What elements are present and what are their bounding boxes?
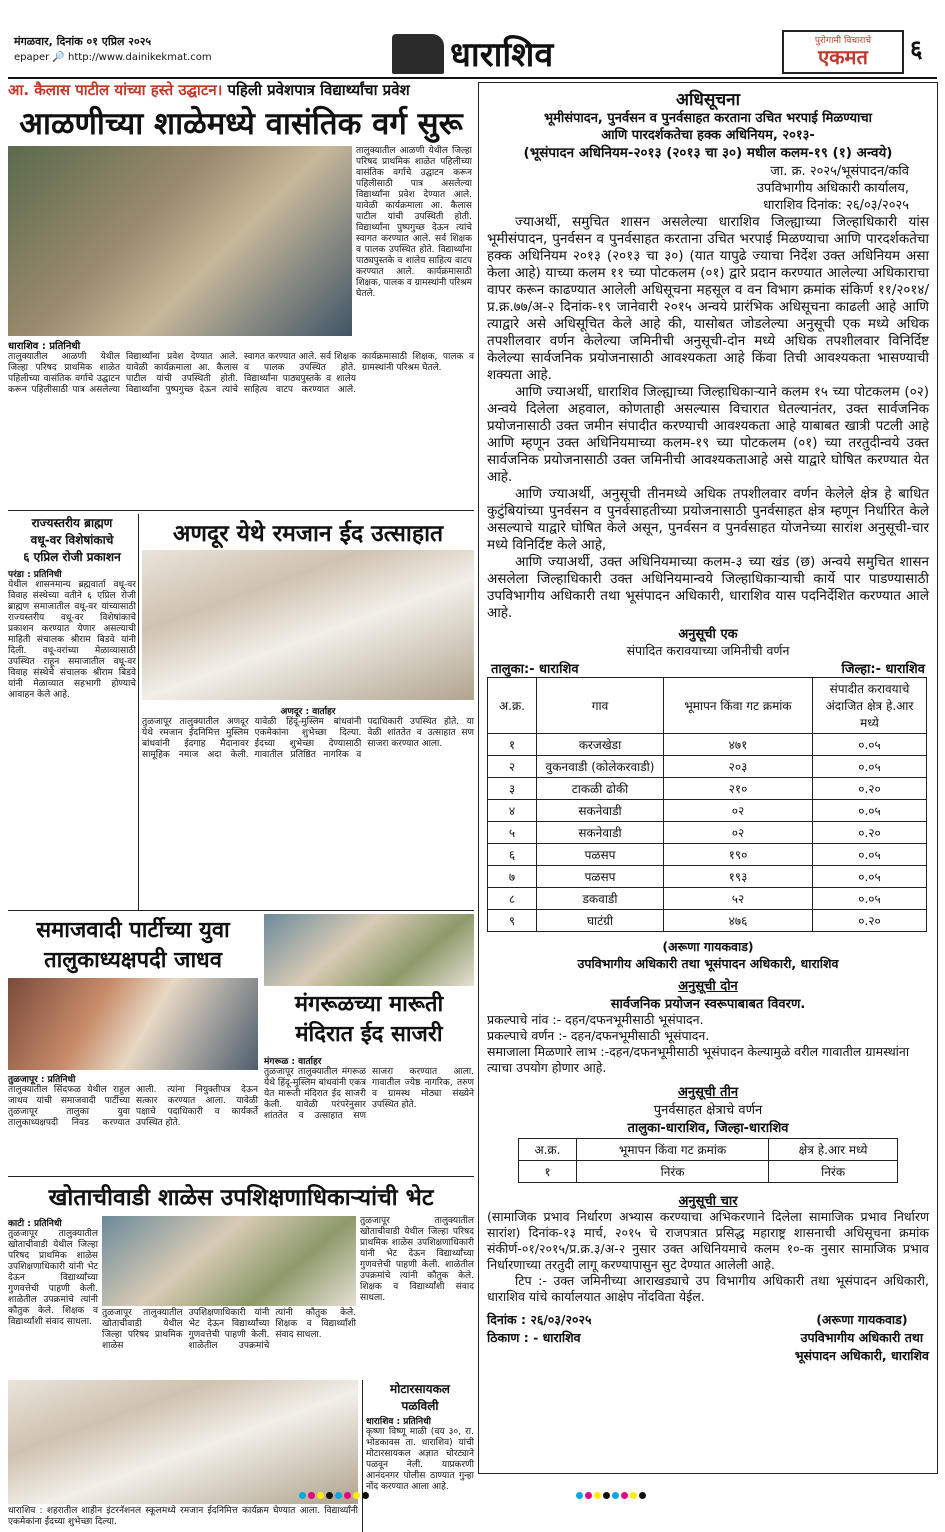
table-row bbox=[488, 822, 927, 844]
divider bbox=[8, 910, 474, 911]
photo-school-event bbox=[8, 146, 352, 336]
headline-line-2: मंदिरात ईद साजरी bbox=[295, 1022, 443, 1047]
epaper-link[interactable]: epaper 🔎 http://www.dainikekmat.com bbox=[14, 52, 212, 63]
table-cell: डकवाडी bbox=[537, 888, 664, 910]
header-rule bbox=[8, 77, 937, 79]
table-cell: १९० bbox=[664, 844, 813, 866]
article-kicker bbox=[8, 80, 474, 102]
signature-name: (अरूणा गायकवाड) bbox=[816, 1312, 908, 1327]
article-text: तालुक्यातील आळणी येथील जिल्हा परिषद प्राथमिक शाळेत पहिलीच्या वासंतिक वर्गाचे उद्घाटन करून पहिलीसाठी पात्र असलेल्या विद्यार्थ्यांना प्रवेश देण्यात आले. यावेळी कार्यक्रमाला आ. कैलास पाटील यांची उपस्थिती होती. विद्यार्थ्यांना पुष्पगुच्छ देऊन त्यांचे स्वागत करण्यात आले. सर्व शिक्षक व पालक उपस्थित होते. विद्यार्थ्यांना पाठ्यपुस्तके व शालेय साहित्य वाटप करण्यात आले. कार्यक्रमासाठी शिक्षक, पालक व ग्रामस्थांनी परिश्रम घेतले. bbox=[8, 352, 474, 395]
table-cell: टाकळी ढोकी bbox=[537, 778, 664, 800]
schedule-4-title: अनुसूची चार bbox=[678, 1194, 738, 1209]
brief-motorcycle bbox=[362, 1380, 474, 1532]
masthead-tagline: पुरोगामी विचाराचे bbox=[814, 36, 872, 46]
photo-mangrul bbox=[264, 914, 474, 986]
notice-place: ठिकाण : - धाराशिव bbox=[487, 1330, 581, 1345]
notice-subtitle-1: भूमीसंपादन, पुनर्वसन व पुनर्वसाहत करताना उचित भरपाई मिळण्याचा bbox=[543, 111, 873, 126]
byline: धाराशिव : प्रतिनिधी bbox=[366, 1417, 431, 1427]
notice-subtitle-2: आणि पारदर्शकतेचा हक्क अधिनियम, २०१३- bbox=[601, 128, 815, 143]
divider bbox=[8, 510, 474, 511]
article-text: तुळजापूर तालुक्यातील अणदूर येथे रमजान ईदनिमित्त मुस्लिम बांधवांनी ईदगाह मैदानावर सामूहिक नमाज अदा केली. यावेळी हिंदू-मुस्लिम बांधवांनी एकमेकांना शुभेच्छा दिल्या. ईदच्या शुभेच्छा देण्यासाठी गावातील प्रतिष्ठित नागरिक व पदाधिकारी उपस्थित होते. या वेळी शांततेत व उत्साहात सण साजरा करण्यात आला. bbox=[142, 717, 474, 760]
table-cell: १९३ bbox=[664, 866, 813, 888]
table-cell: २१० bbox=[664, 778, 813, 800]
article-text: तुळजापूर तालुक्यातील खोताचीवाडी येथील जिल्हा परिषद प्राथमिक शाळेस उपशिक्षणाधिकारी यांनी भेट देऊन विद्यार्थ्यांच्या गुणवत्तेची पाहणी केली. शाळेतील उपक्रमांचे त्यांनी कौतुक केले. शिक्षक व विद्यार्थ्यांशी संवाद साधला. bbox=[8, 1229, 98, 1327]
table-cell: ०२ bbox=[664, 822, 813, 844]
table-row bbox=[488, 844, 927, 866]
table-cell: घाटंग्री bbox=[537, 910, 664, 932]
byline: परंडा : प्रतिनिधी bbox=[8, 570, 62, 580]
notice-para-3: आणि ज्याअर्थी, अनुसूची तीनमध्ये अधिक तपशीलवार वर्णन केलेले क्षेत्र हे बाधित कुटुंबियांच्या पुनर्वसन व पुनर्वसाहतीच्या प्रयोजनासाठी पुनर्वसाहत क्षेत्र म्हणून निर्धारित केले असल्याचे याद्वारे घोषित केले असून, पुनर्वसन व पुनर्वसाहत योजनेच्या सारांश अनुसूची-चार मध्ये विनिर्दिष्ट केले आहे, bbox=[487, 486, 929, 553]
table-cell: २०३ bbox=[664, 756, 813, 778]
signature-title-2: भूसंपादन अधिकारी, धाराशिव bbox=[794, 1348, 929, 1363]
schedule-3-subtitle-1: पुनर्वसाहत क्षेत्राचे वर्णन bbox=[653, 1103, 763, 1118]
article-text: तुळजापूर तालुक्यातील खोताचीवाडी येथील जिल्हा परिषद प्राथमिक शाळेस उपशिक्षणाधिकारी यांनी भेट देऊन विद्यार्थ्यांच्या गुणवत्तेची पाहणी केली. शाळेतील उपक्रमांचे त्यांनी कौतुक केले. शिक्षक व विद्यार्थ्यांशी संवाद साधला. bbox=[102, 1308, 356, 1351]
schedule-2-subtitle: सार्वजनिक प्रयोजन स्वरूपाबाबत विवरण. bbox=[610, 997, 806, 1012]
byline: धाराशिव : प्रतिनिधी bbox=[8, 341, 81, 352]
table-row bbox=[488, 778, 927, 800]
notice-para-4: आणि ज्याअर्थी, उक्त अधिनियमाच्या कलम-३ च्या खंड (छ) अन्वये समुचित शासन असलेला जिल्हाधिकारी उक्त अधिनियमान्वये जिल्हाधिकाऱ्याची कार्ये पार पाडण्यासाठी उपविभागीय अधिकारी तथा भूसंपादन अधिकारी, धाराशिव यास पदनिर्देशित करण्यात आले आहे. bbox=[487, 554, 929, 621]
table-row bbox=[488, 734, 927, 756]
table-row bbox=[519, 1161, 898, 1183]
table-cell: ०.२० bbox=[813, 778, 927, 800]
brief-title-2: पळविली bbox=[401, 1399, 439, 1413]
schedule-1-table bbox=[487, 677, 927, 932]
schedule-1-subtitle: संपादित करावयाच्या जमिनीची वर्णन bbox=[626, 643, 790, 658]
divider bbox=[8, 1176, 474, 1177]
article-text-col: तुळजापूर तालुक्यातील खोताचीवाडी येथील जिल्हा परिषद प्राथमिक शाळेस उपशिक्षणाधिकारी यांनी भेट देऊन विद्यार्थ्यांच्या गुणवत्तेची पाहणी केली. शाळेतील उपक्रमांचे त्यांनी कौतुक केले. शिक्षक व विद्यार्थ्यांशी संवाद साधला. bbox=[360, 1216, 474, 1303]
section-title: धाराशिव bbox=[450, 35, 554, 75]
table-cell: ०.२० bbox=[813, 822, 927, 844]
schedule-2-title: अनुसूची दोन bbox=[678, 979, 738, 994]
article-body bbox=[8, 1216, 98, 1327]
table-cell: ०.०५ bbox=[813, 866, 927, 888]
masthead-logo bbox=[782, 30, 904, 74]
brief-title-1: राज्यस्तरीय ब्राह्मण bbox=[31, 516, 113, 530]
brief-vadhu-var bbox=[8, 514, 136, 820]
land-acquisition-notice bbox=[478, 82, 938, 1474]
schedule-3-subtitle-2: तालुका-धाराशिव, जिल्हा-धाराशिव bbox=[627, 1121, 789, 1136]
signature-name: (अरूणा गायकवाड) bbox=[662, 939, 754, 954]
left-news-column bbox=[8, 80, 474, 1527]
table-cell: १ bbox=[488, 734, 537, 756]
kicker-black: पहिली प्रवेशपात्र विद्यार्थ्यांचा प्रवेश bbox=[227, 81, 410, 99]
table-cell: वुकनवाडी (कोलेकरवाडी) bbox=[537, 756, 664, 778]
table-cell: ६ bbox=[488, 844, 537, 866]
table-cell: २ bbox=[488, 756, 537, 778]
notice-para-1: ज्याअर्थी, समुचित शासन असलेल्या धाराशिव जिल्ह्याच्या जिल्हाधिकारी यांस भूमीसंपादन, पुनर्वसन व पुनर्वसाहत करताना उचित भरपाई मिळण्याचा आणि पारदर्शकतेचा हक्क अधिनियम २०१३ (२०१३ चा ३०) (यात यापुढे ज्याचा निर्देश उक्त अधिनियम असा केला आहे) याच्या कलम ११ च्या पोटकलम (०१) द्वारे प्रदान करण्यात आलेल्या अधिकाराचा वापर करून काढण्यात आलेली अधिसूचना महसूल व वन विभाग क्रमांक संकिर्ण ११/२०१४/प्र.क्र.७७/अ-२ दिनांक-१९ जानेवारी २०१५ अन्वये प्रारंभिक अधिसूचना काढली आहे आणि त्याद्वारे असे अधिसूचित केले आहे की, यासोबत जोडलेल्या अनुसूची एक मध्ये अधिक तपशीलवार वर्णन केलेल्या जमिनीची अनुसूची-दोन मध्ये अधिक तपशीलवार विनिर्दिष्ट केलेल्या सार्वजनिक प्रयोजनासाठी आवश्यकता आहे किंवा तिची आवश्यकता भासण्याची शक्यता आहे. bbox=[487, 214, 929, 383]
table-cell: ०.०५ bbox=[813, 888, 927, 910]
page-number: ६ bbox=[910, 35, 923, 63]
article-text: तालुक्यातील सिंदफळ येथील राहुल जाधव यांची समाजवादी पार्टीच्या तुळजापूर तालुका युवा तालुकाध्यक्षपदी निवड करण्यात आली. त्यांना नियुक्तीपत्र देऊन सत्कार करण्यात आला. यावेळी पक्षाचे पदाधिकारी व कार्यकर्ते उपस्थित होते. bbox=[8, 1085, 258, 1128]
headline-aalani: आळणीच्या शाळेमध्ये वासंतिक वर्ग सुरू bbox=[19, 106, 463, 142]
taluka-label: तालुका:- धाराशिव bbox=[491, 662, 579, 677]
page-header bbox=[0, 0, 945, 78]
notice-date-place bbox=[487, 1311, 591, 1365]
notice-para-2: आणि ज्याअर्थी, धाराशिव जिल्ह्याच्या जिल्हाधिकाऱ्याने कलम १५ च्या पोटकलम (०२) अन्वये दिलेला अहवाल, कोणताही असल्यास विचारात घेतल्यानंतर, उक्त सार्वजनिक प्रयोजनासाठी उक्त जमीन संपादीत करण्याची आवश्यकता आहे याबाबत खात्री पटली आहे आणि म्हणून उक्त अधिनियमाच्या कलम-१९ च्या पोटकलम (०१) च्या तरतुदीन्वये उक्त सार्वजनिक प्रयोजनासाठी उक्त जमिनीची आवश्यकताआहे असे याद्वारे घोषित करण्यात येत आहे. bbox=[487, 384, 929, 485]
photo-school-visit bbox=[102, 1216, 356, 1306]
table-row bbox=[488, 888, 927, 910]
color-dots-left bbox=[298, 1484, 370, 1503]
table-cell: निरंक bbox=[769, 1161, 898, 1183]
table-cell: ४७१ bbox=[664, 734, 813, 756]
table-cell: ०.०५ bbox=[813, 800, 927, 822]
headline-andur-eid: अणदूर येथे रमजान ईद उत्साहात bbox=[172, 521, 444, 547]
table-row bbox=[488, 866, 927, 888]
divider bbox=[138, 514, 139, 910]
article-text-col: तालुक्यातील आळणी येथील जिल्हा परिषद प्राथमिक शाळेत पहिलीच्या वासंतिक वर्गाचे उद्घाटन करून पहिलीसाठी पात्र असलेल्या विद्यार्थ्यांना प्रवेश देण्यात आले. यावेळी कार्यक्रमाला आ. कैलास पाटील यांची उपस्थिती होती. विद्यार्थ्यांना पुष्पगुच्छ देऊन त्यांचे स्वागत करण्यात आले. सर्व शिक्षक व पालक उपस्थित होते. विद्यार्थ्यांना पाठ्यपुस्तके व शालेय साहित्य वाटप करण्यात आले. कार्यक्रमासाठी शिक्षक, पालक व ग्रामस्थांनी परिश्रम घेतले. bbox=[356, 146, 472, 299]
table-cell: ३ bbox=[488, 778, 537, 800]
article-text: तुळजापूर तालुक्यातील मंगरूळ येथे हिंदू-मुस्लिम बांधवांनी एकत्र येत मारूती मंदिरात ईद साजरी केली. यावेळी परंपरेनुसार शांततेत व उत्साहात सण साजरा करण्यात आला. गावातील ज्येष्ठ नागरिक, तरुण व ग्रामस्थ मोठ्या संख्येने उपस्थित होते. bbox=[264, 1067, 474, 1121]
reference-date: धाराशिव दिनांक: २६/०३/२०२५ bbox=[763, 198, 909, 213]
article-body bbox=[8, 1072, 258, 1174]
table-cell: ०२ bbox=[664, 800, 813, 822]
byline: मंगरूळ : वार्ताहर bbox=[264, 1057, 322, 1067]
color-dots-right bbox=[575, 1484, 647, 1503]
table-cell: ८ bbox=[488, 888, 537, 910]
headline-sp-youth bbox=[8, 914, 258, 976]
notice-tip: टिप :- उक्त जमिनीच्या आराखड्याचे उप विभागीय अधिकारी तथा भूसंपादन अधिकारी, धाराशिव यांचे कार्यालयात आक्षेप नोंदविता येईल. bbox=[487, 1273, 929, 1304]
table-cell: करजखेडा bbox=[537, 734, 664, 756]
district-map-icon bbox=[392, 34, 444, 74]
brief-title-1: मोटारसायकल bbox=[390, 1382, 450, 1396]
table-header-row bbox=[519, 1139, 898, 1161]
schedule-1-title: अनुसूची एक bbox=[678, 627, 738, 642]
table-cell: ५२ bbox=[664, 888, 813, 910]
headline-line-1: समाजवादी पार्टीच्या युवा bbox=[36, 918, 230, 943]
table-cell: ४ bbox=[488, 800, 537, 822]
table-cell: पळसप bbox=[537, 844, 664, 866]
notice-footer bbox=[487, 1311, 929, 1365]
kicker-red: आ. कैलास पाटील यांच्या हस्ते उद्घाटन। bbox=[8, 81, 223, 99]
table-cell: ०.०५ bbox=[813, 756, 927, 778]
table-header-cell: अ.क्र. bbox=[519, 1139, 577, 1161]
table-header-cell: भूमापन किंवा गट क्रमांक bbox=[576, 1139, 768, 1161]
table-cell: ७ bbox=[488, 866, 537, 888]
reference-number: जा. क्र. २०२५/भूसंपादन/कवि bbox=[770, 164, 909, 179]
table-cell: निरंक bbox=[576, 1161, 768, 1183]
photo-eid-prayer bbox=[142, 550, 474, 700]
table-cell: ४७६ bbox=[664, 910, 813, 932]
schedule-2-benefit: समाजाला मिळणारे लाभ :-दहन/दफनभूमीसाठी भूसंपादन केल्यामुळे वरील गावातील ग्रामस्थांना त्याचा उपयोग होणार आहे. bbox=[487, 1044, 910, 1075]
table-header-cell: गाव bbox=[537, 678, 664, 734]
table-cell: ०.०५ bbox=[813, 844, 927, 866]
table-cell: ९ bbox=[488, 910, 537, 932]
table-header-cell: भूमापन किंवा गट क्रमांक bbox=[664, 678, 813, 734]
notice-reference bbox=[487, 163, 929, 214]
table-cell: सकनेवाडी bbox=[537, 822, 664, 844]
headline-khotachiwadi: खोताचीवाडी शाळेस उपशिक्षणाधिकाऱ्यांची भेट bbox=[48, 1185, 434, 1211]
headline-mangrul bbox=[264, 988, 474, 1052]
table-cell: ०.०५ bbox=[813, 734, 927, 756]
notice-subtitle-3: (भूसंपादन अधिनियम-२०१३ (२०१३ चा ३०) मधील कलम-१९ (१) अन्वये) bbox=[523, 145, 893, 161]
schedule-1-location bbox=[487, 659, 929, 677]
notice-signature bbox=[795, 1311, 929, 1365]
table-header-row bbox=[488, 678, 927, 734]
table-cell: पळसप bbox=[537, 866, 664, 888]
headline-line-2: तालुकाध्यक्षपदी जाधव bbox=[44, 948, 222, 973]
table-cell: ५ bbox=[488, 822, 537, 844]
schedule-3-title: अनुसूची तीन bbox=[677, 1085, 739, 1100]
masthead-name: एकमत bbox=[818, 45, 868, 69]
photo-caption: धाराशिव : शहरातील शाहीन इंटरनॅशनल स्कूलमध्ये रमजान ईदनिमित्त कार्यक्रम घेण्यात आला. विद्यार्थ्यांनी एकमेकांना ईदच्या शुभेच्छा दिल्या. bbox=[8, 1506, 358, 1527]
photo-appointment bbox=[8, 978, 258, 1070]
schedule-4-text: (सामाजिक प्रभाव निर्धारण अभ्यास करण्याचा अभिकरणाने दिलेला सामाजिक प्रभाव निर्धारण सारांश) दिनांक-१३ मार्च, २०१५ चे राजपत्रात प्रसिद्ध महाराष्ट्र शासनाची अधिसूचना क्रमांक संकीर्ण-०१/२०१५/प्र.क्र.३/अ-२ नुसार उक्त अधिनियमाचे कलम १०-क नुसार सामाजिक प्रभाव निर्धारणाच्या तरतुदी लागू करण्यापासुन सुट देण्यात आलेली आहे. bbox=[487, 1209, 929, 1272]
article-body bbox=[264, 1054, 474, 1174]
signature-title: उपविभागीय अधिकारी तथा भूसंपादन अधिकारी, धाराशिव bbox=[577, 956, 839, 971]
table-header-cell: संपादीत करावयाचे अंदाजित क्षेत्र हे.आर मध्ये bbox=[813, 678, 927, 734]
table-cell: १ bbox=[519, 1161, 577, 1183]
signature-title-1: उपविभागीय अधिकारी तथा bbox=[800, 1330, 924, 1345]
table-row bbox=[488, 756, 927, 778]
byline: तुळजापूर : प्रतिनिधी bbox=[8, 1075, 76, 1085]
brief-title-3: ६ एप्रिल रोजी प्रकाशन bbox=[23, 550, 121, 564]
byline: काटी : प्रतिनिधी bbox=[8, 1219, 62, 1229]
table-cell: ०.२० bbox=[813, 910, 927, 932]
table-cell: सकनेवाडी bbox=[537, 800, 664, 822]
table-row bbox=[488, 910, 927, 932]
table-row bbox=[488, 800, 927, 822]
article-body bbox=[8, 338, 474, 508]
schedule-3-table bbox=[518, 1138, 898, 1183]
brief-text: येथील शासनमान्य ब्रह्मवार्ता वधू-वर विवाह संस्थेच्या वतीने ६ एप्रिल रोजी ब्राह्मण समाजातील वधू-वर यांच्यासाठी राज्यस्तरीय वधू-वर विशेषांकाचे प्रकाशन करण्यात येणार असल्याची माहिती संचालक श्रीराम बिडवे यांनी दिली. वधू-वरांच्या मेळाव्यासाठी उपस्थित राहून समाजातील वधू-वर विवाह संस्थेचे संचालक श्रीराम बिडवे यांनी मेळाव्यात सहभागी होण्याचे आवाहन केले आहे. bbox=[8, 580, 136, 700]
headline-line-1: मंगरूळच्या मारूती bbox=[294, 992, 444, 1017]
byline: अणदूर : वार्ताहर bbox=[280, 707, 336, 717]
district-label: जिल्हा:- धाराशिव bbox=[841, 662, 925, 677]
schedule-2-project-desc: प्रकल्पाचे वर्णन :- दहन/दफनभूमीसाठी भूसंपादन. bbox=[487, 1028, 710, 1043]
brief-text: कृष्णा विष्णू माळी (वय ३०, रा. भोडकावस ता. धाराशिव) यांची मोटारसायकल अज्ञात चोरट्याने पळवून नेली. याप्रकरणी आनंदनगर पोलीस ठाण्यात गुन्हा नोंद करण्यात आला आहे. bbox=[366, 1427, 474, 1492]
notice-title: अधिसूचना bbox=[676, 90, 740, 110]
article-body bbox=[142, 704, 474, 908]
brief-title-2: वधू-वर विशेषांकाचे bbox=[30, 533, 114, 547]
reference-office: उपविभागीय अधिकारी कार्यालय, bbox=[756, 181, 909, 196]
issue-date: मंगळवार, दिनांक ०१ एप्रिल २०२५ bbox=[14, 35, 152, 48]
table-header-cell: अ.क्र. bbox=[488, 678, 537, 734]
table-header-cell: क्षेत्र हे.आर मध्ये bbox=[769, 1139, 898, 1161]
print-registration-marks bbox=[0, 1484, 945, 1496]
notice-date: दिनांक : २६/०३/२०२५ bbox=[487, 1312, 592, 1327]
schedule-2-project-name: प्रकल्पाचे नांव :- दहन/दफनभूमीसाठी भूसंपादन. bbox=[487, 1012, 704, 1027]
